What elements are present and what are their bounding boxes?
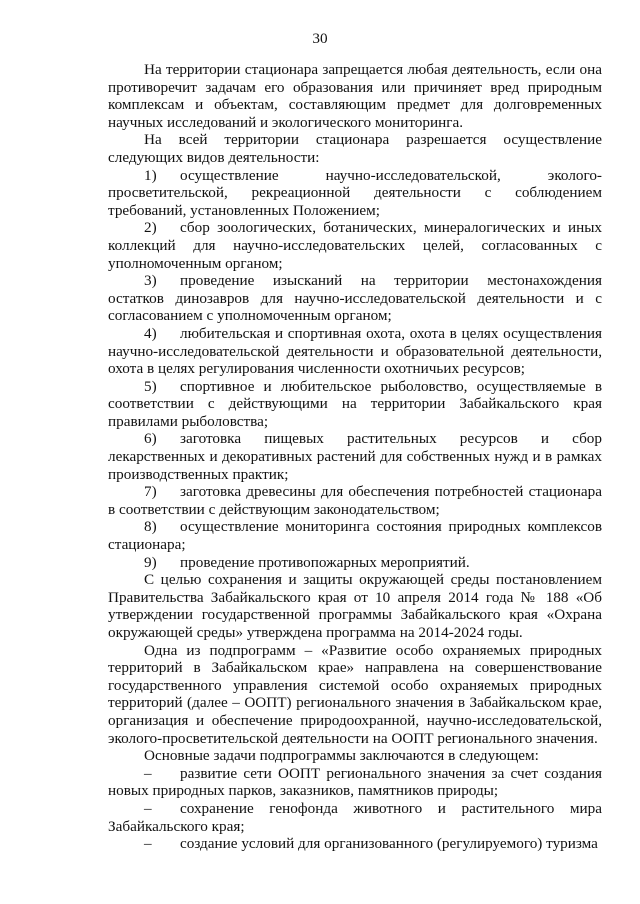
dash-marker: – [144, 799, 152, 817]
list-item [108, 325, 602, 378]
dash-marker: – [144, 764, 152, 782]
list-number: 4) [144, 324, 157, 342]
paragraph-subprogram: Одна из подпрограмм – «Развитие особо охраняемых природных территорий в Забайкальском крае» направлена на совершенствование государственного управления системой особо охраняемых природных территорий (далее – ООПТ) регионального значения в Забайкальском крае, организация и обеспечение природоохранной, научно-исследовательской, эколого-просветительской деятельности на ООПТ регионального значения. [108, 641, 602, 747]
list-number: 1) [144, 166, 157, 184]
paragraph-intro: На территории стационара запрещается любая деятельность, если она противоречит задачам его образования или причиняет вред природным комплексам и объектам, составляющим предмет для долговременных научных исследований и экологического мониторинга. [108, 61, 602, 131]
list-number: 9) [144, 553, 157, 571]
dash-item [108, 800, 602, 835]
paragraph-tasks: Основные задачи подпрограммы заключаются в следующем: [144, 747, 539, 765]
document-body [108, 61, 602, 853]
list-number: 5) [144, 377, 157, 395]
paragraph-allowed: На всей территории стационара разрешается осуществление следующих видов деятельности: [108, 131, 602, 166]
dash-item [108, 765, 602, 800]
list-number: 3) [144, 272, 157, 290]
list-text: спортивное и любительское рыболовство, осуществляемые в соответствии с действующими на территории Забайкальского края правилами рыболовства; [108, 377, 602, 430]
list-item [108, 167, 602, 220]
page-number: 30 [312, 30, 328, 47]
list-number: 7) [144, 483, 157, 501]
list-text: сбор зоологических, ботанических, минералогических и иных коллекций для научно-исследовательских целей, согласованных с уполномоченным органом; [108, 219, 602, 272]
list-text: заготовка пищевых растительных ресурсов и сбор лекарственных и декоративных растений для собственных нужд и в рамках производственных практик; [108, 430, 602, 483]
list-item [108, 483, 602, 518]
list-text: осуществление мониторинга состояния природных комплексов стационара; [108, 518, 602, 554]
list-item [108, 272, 602, 325]
paragraph-resolution: С целью сохранения и защиты окружающей среды постановлением Правительства Забайкальского края от 10 апреля 2014 года № 188 «Об утверждении государственной программы Забайкальского края «Охрана окружающей среды» утверждена программа на 2014-2024 годы. [108, 571, 602, 641]
list-item [108, 518, 602, 553]
list-text: проведение изысканий на территории местонахождения остатков динозавров для научно-исследовательской деятельности и с согласованием с уполномоченным органом; [108, 272, 602, 325]
list-number: 2) [144, 219, 157, 237]
list-item [108, 430, 602, 483]
dash-text: развитие сети ООПТ регионального значения за счет создания новых природных парков, заказников, памятников природы; [108, 764, 602, 800]
list-text: любительская и спортивная охота, охота в целях осуществления научно-исследовательской деятельности и образовательной деятельности, охота в целях регулирования численности охотничьих ресурсов; [108, 324, 602, 378]
list-text: проведение противопожарных мероприятий. [180, 553, 470, 571]
dash-item [108, 835, 602, 853]
list-item [108, 378, 602, 431]
list-item [108, 554, 602, 572]
list-item [108, 219, 602, 272]
dash-text: создание условий для организованного (регулируемого) туризма [180, 835, 598, 853]
dash-marker: – [144, 835, 152, 853]
list-text: заготовка древесины для обеспечения потребностей стационара в соответствии с действующим законодательством; [108, 483, 602, 518]
list-number: 8) [144, 518, 157, 536]
dash-text: сохранение генофонда животного и растительного мира Забайкальского края; [108, 799, 602, 835]
list-text: осуществление научно-исследовательской, эколого-просветительской, рекреационной деятельности с соблюдением требований, установленных Положением; [108, 166, 602, 219]
list-number: 6) [144, 430, 157, 448]
